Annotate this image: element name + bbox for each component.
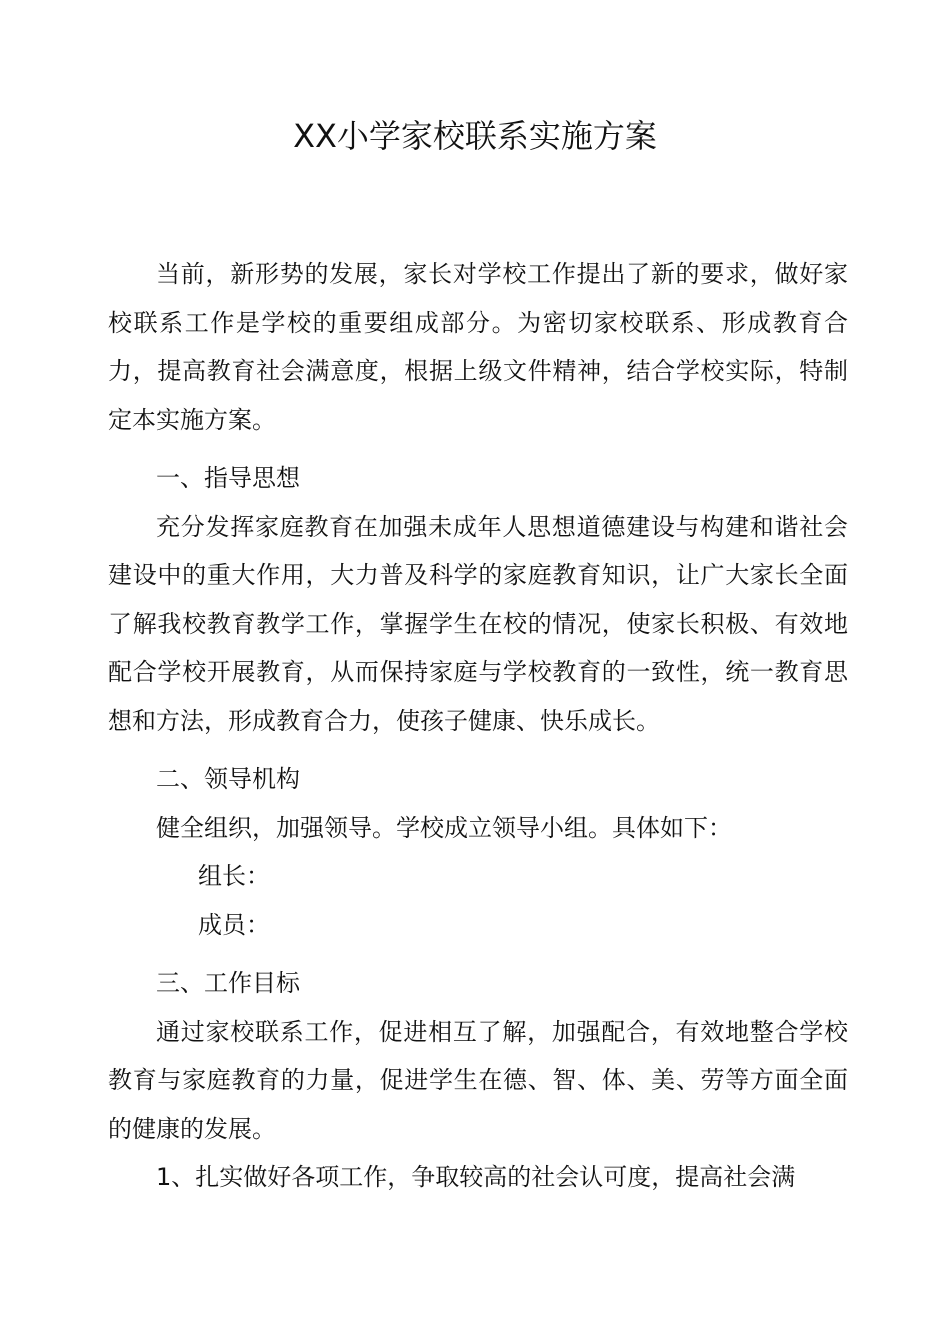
section-body-guiding-ideology: 充分发挥家庭教育在加强未成年人思想道德建设与构建和谐社会建设中的重大作用，大力普及科学的家庭教育知识，让广大家长全面了解我校教育教学工作，掌握学生在校的情况，使家长积极、有效地配合学校开展教育，从而保持家庭与学校教育的一致性，统一教育思想和方法，形成教育合力，使孩子健康、快乐成长。	[108, 512, 848, 735]
section-body-leadership: 健全组织，加强领导。学校成立领导小组。具体如下：	[156, 813, 732, 842]
document-title: XX小学家校联系实施方案	[293, 117, 657, 155]
section-heading-work-goals: 三、工作目标	[156, 969, 300, 997]
section-body-work-goals: 通过家校联系工作，促进相互了解，加强配合，有效地整合学校教育与家庭教育的力量，促进学生在德、智、体、美、劳等方面全面的健康的发展。	[108, 1017, 848, 1143]
leadership-member-members: 成员：	[198, 910, 270, 939]
leadership-member-leader: 组长：	[198, 862, 270, 890]
intro-paragraph: 当前，新形势的发展，家长对学校工作提出了新的要求，做好家校联系工作是学校的重要组成部分。为密切家校联系、形成教育合力，提高教育社会满意度，根据上级文件精神，结合学校实际，特制定本实施方案。	[108, 260, 848, 434]
document-body	[108, 250, 848, 1202]
section-heading-guiding-ideology: 一、指导思想	[156, 464, 300, 492]
work-goal-item-1: 1、扎实做好各项工作，争取较高的社会认可度，提高社会满	[156, 1163, 796, 1191]
section-heading-leadership: 二、领导机构	[156, 765, 300, 793]
